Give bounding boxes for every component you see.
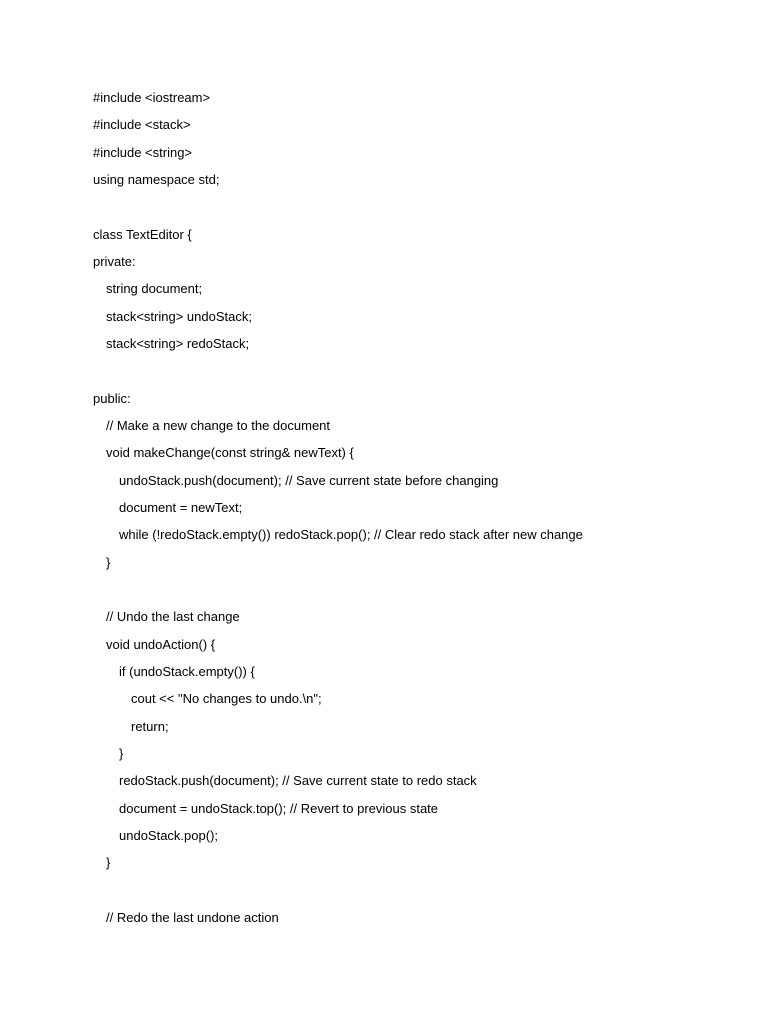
- text-line: if (undoStack.empty()) {: [119, 663, 255, 679]
- text-line: // Redo the last undone action: [106, 909, 279, 925]
- text-line: #include <stack>: [93, 117, 191, 133]
- text-line: #include <string>: [93, 144, 193, 160]
- text-line: document = undoStack.top(); // Revert to previous state: [119, 800, 439, 816]
- text-line: return;: [131, 718, 169, 734]
- text-line: }: [106, 554, 111, 570]
- text-line: }: [106, 855, 111, 871]
- text-line: stack<string> undoStack;: [106, 308, 252, 324]
- text-line: stack<string> redoStack;: [106, 335, 250, 351]
- text-line: void makeChange(const string& newText) {: [106, 445, 354, 461]
- text-line: cout << "No changes to undo.\n";: [131, 691, 322, 707]
- text-line: redoStack.push(document); // Save current state to redo stack: [119, 773, 477, 789]
- document-body: [93, 84, 733, 931]
- text-line: undoStack.pop();: [119, 827, 219, 843]
- text-line: string document;: [106, 281, 203, 297]
- blank-line: [93, 576, 733, 603]
- blank-line: [93, 877, 733, 904]
- text-line: }: [119, 745, 124, 761]
- text-line: while (!redoStack.empty()) redoStack.pop(); // Clear redo stack after new change: [119, 527, 583, 543]
- text-line: public:: [93, 390, 131, 406]
- text-line: document = newText;: [119, 499, 243, 515]
- text-line: private:: [93, 253, 136, 269]
- blank-line: [93, 357, 733, 384]
- text-line: using namespace std;: [93, 171, 220, 187]
- text-line: #include <iostream>: [93, 90, 211, 105]
- text-line: // Make a new change to the document: [106, 417, 331, 433]
- blank-line: [93, 193, 733, 220]
- text-line: class TextEditor {: [93, 226, 192, 242]
- text-line: void undoAction() {: [106, 636, 216, 652]
- text-line: undoStack.push(document); // Save current state before changing: [119, 472, 499, 488]
- text-line: // Undo the last change: [106, 609, 240, 625]
